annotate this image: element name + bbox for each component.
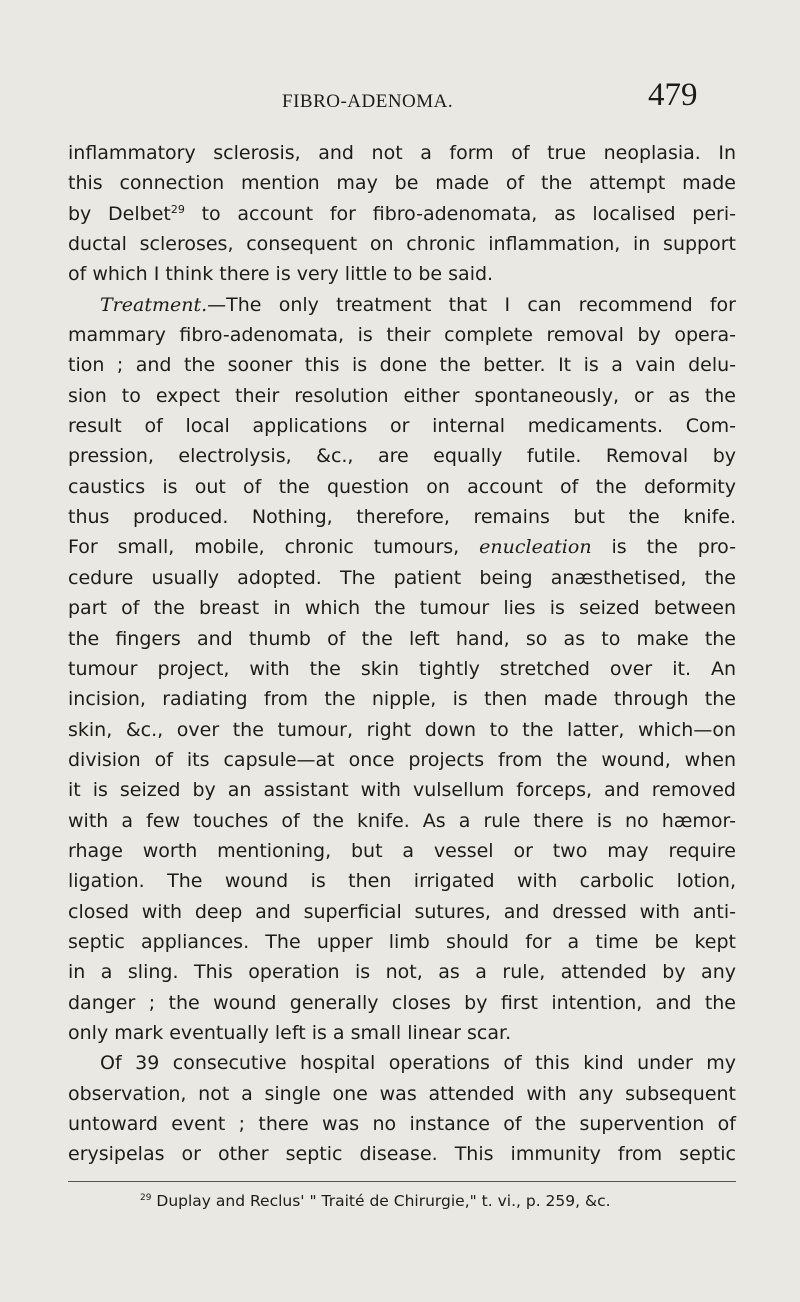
- footnote-text: Duplay and Reclus' " Traité de Chirurgie," t. vi., p. 259, &c.: [151, 1192, 611, 1210]
- text-line: only mark eventually left is a small linear scar.: [68, 1021, 512, 1044]
- text-run: is the pro-: [591, 536, 736, 559]
- text-line: skin, &c., over the tumour, right down to the latter, which—on: [68, 718, 736, 741]
- text-line: [68, 290, 736, 320]
- text-line: [68, 199, 736, 229]
- text-line: rhage worth mentioning, but a vessel or two may require: [68, 839, 736, 862]
- text-line: with a few touches of the knife. As a rule there is no hæmor-: [68, 809, 736, 832]
- text-line: observation, not a single one was attended with any subsequent: [68, 1082, 736, 1105]
- text-line: thus produced. Nothing, therefore, remains but the knife.: [68, 506, 736, 529]
- text-run: by Delbet: [68, 202, 171, 225]
- text-line: tion ; and the sooner this is done the better. It is a vain delu-: [68, 354, 736, 377]
- text-line: ductal scleroses, consequent on chronic inflammation, in support: [68, 233, 736, 256]
- footnote-divider: [68, 1181, 736, 1182]
- text-line: ligation. The wound is then irrigated with carbolic lotion,: [68, 870, 736, 893]
- text-line: septic appliances. The upper limb should for a time be kept: [68, 930, 736, 953]
- page-number: 479: [648, 77, 698, 113]
- text-line: mammary fibro-adenomata, is their complete removal by opera-: [68, 324, 736, 347]
- text-line: pression, electrolysis, &c., are equally futile. Removal by: [68, 445, 736, 468]
- text-run: —The only treatment that I can recommend for: [207, 293, 736, 316]
- text-line: closed with deep and superficial sutures, and dressed with anti-: [68, 900, 736, 923]
- italic-term: enucleation: [479, 536, 592, 559]
- text-line: caustics is out of the question on account of the deformity: [68, 475, 736, 498]
- footnote-number: 29: [140, 1193, 152, 1203]
- text-line: this connection mention may be made of the attempt made: [68, 172, 736, 195]
- text-line: result of local applications or internal medicaments. Com-: [68, 415, 736, 438]
- body-text: [68, 138, 736, 1170]
- text-line: cedure usually adopted. The patient being anæsthetised, the: [68, 566, 736, 589]
- text-run: to account for fibro-adenomata, as localised peri-: [184, 202, 736, 225]
- running-head: FIBRO-ADENOMA.: [282, 91, 454, 112]
- text-line: Of 39 consecutive hospital operations of this kind under my: [100, 1052, 736, 1075]
- section-label: Treatment.: [100, 293, 208, 316]
- footnote-reference: 29: [170, 202, 185, 216]
- text-line: [68, 532, 736, 562]
- text-line: danger ; the wound generally closes by first intention, and the: [68, 991, 736, 1014]
- text-line: sion to expect their resolution either spontaneously, or as the: [68, 384, 736, 407]
- text-line: untoward event ; there was no instance of the supervention of: [68, 1113, 736, 1135]
- text-line: incision, radiating from the nipple, is then made through the: [68, 688, 736, 711]
- text-line: inflammatory sclerosis, and not a form of true neoplasia. In: [68, 142, 736, 164]
- text-line: in a sling. This operation is not, as a rule, attended by any: [68, 961, 736, 984]
- text-line: division of its capsule—at once projects from the wound, when: [68, 748, 736, 771]
- text-line: tumour project, with the skin tightly stretched over it. An: [68, 657, 736, 680]
- text-line: it is seized by an assistant with vulsellum forceps, and removed: [68, 779, 736, 802]
- text-run: For small, mobile, chronic tumours,: [68, 536, 480, 559]
- text-line: the fingers and thumb of the left hand, so as to make the: [68, 627, 736, 650]
- text-line: part of the breast in which the tumour lies is seized between: [68, 597, 736, 620]
- footnote: [140, 1192, 740, 1210]
- text-line: erysipelas or other septic disease. This immunity from septic: [68, 1143, 736, 1166]
- text-line: of which I think there is very little to be said.: [68, 263, 494, 286]
- page-header: [0, 77, 800, 121]
